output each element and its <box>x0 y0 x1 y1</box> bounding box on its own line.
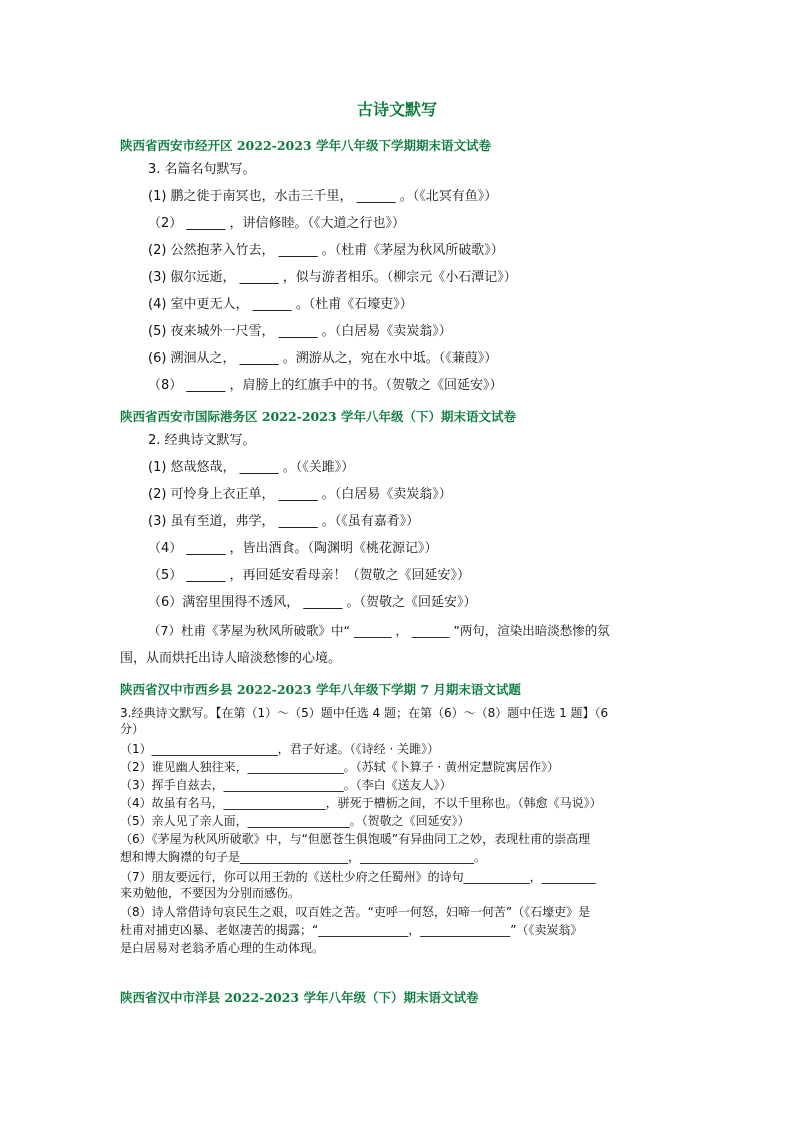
question-line: （1）_____________________，君子好逑。（《诗经 · 关雎》） <box>120 742 440 756</box>
question-line: (1) 悠哉悠哉， ______ 。（《关雎》） <box>148 460 355 475</box>
question-line: （7）杜甫《茅屋为秋风所破歌》中“ ______ ， ______ ”两句，渲染出暗淡愁惨的氛 <box>148 623 610 638</box>
question-line: 围，从而烘托出诗人暗淡愁惨的心境。 <box>120 651 342 666</box>
question-line: （3）挥手自兹去，____________________。（李白《送友人》） <box>120 778 452 792</box>
question-line: (1) 鹏之徙于南冥也，水击三千里， ______ 。（《北冥有鱼》） <box>148 189 498 204</box>
question-line: (4) 室中更无人， ______ 。（杜甫《石壕吏》） <box>148 297 413 312</box>
question-line: (3) 虽有至道，弗学， ______ 。（《虽有嘉肴》） <box>148 514 420 529</box>
question-line: （7）朋友要远行，你可以用王勃的《送杜少府之任蜀州》的诗句___________，_________ <box>120 870 596 884</box>
question-line: （2）谁见幽人独往来，________________。（苏轼《卜算子 · 黄州定慧院寓居作》） <box>120 760 560 774</box>
question-line: 是白居易对老翁矛盾心理的生动体现。 <box>120 941 325 955</box>
section-heading: 陕西省西安市经开区 2022-2023 学年八年级下学期期末语文试卷 <box>120 138 491 153</box>
section-heading: 陕西省西安市国际港务区 2022-2023 学年八年级（下）期末语文试卷 <box>120 409 516 424</box>
question-line: (2) 可怜身上衣正单， ______ 。（白居易《卖炭翁》） <box>148 487 452 502</box>
page-title: 古诗文默写 <box>356 100 437 119</box>
question-line: （6）满窑里围得不透风， ______ 。（贺敬之《回延安》） <box>148 595 477 610</box>
question-line: (6) 溯洄从之， ______ 。溯游从之，宛在水中坻。（《蒹葭》） <box>148 351 498 366</box>
question-line: （4） ______ ，皆出酒食。（陶渊明《桃花源记》） <box>148 541 438 556</box>
section-heading: 陕西省汉中市洋县 2022-2023 学年八年级（下）期末语文试卷 <box>120 990 479 1005</box>
question-line: (5) 夜来城外一尺雪， ______ 。（白居易《卖炭翁》） <box>148 324 452 339</box>
question-line: （6）《茅屋为秋风所破歌》中，与“但愿苍生俱饱暖”有异曲同工之妙，表现杜甫的崇高理 <box>120 832 591 846</box>
question-line: (2) 公然抱茅入竹去， ______ 。（杜甫《茅屋为秋风所破歌》） <box>148 243 504 258</box>
section-heading: 陕西省汉中市西乡县 2022-2023 学年八年级下学期 7 月期末语文试题 <box>120 682 521 697</box>
question-line: 想和博大胸襟的句子是__________________，___________________。 <box>120 850 487 864</box>
question-line: (3) 俶尔远逝， ______ ，似与游者相乐。（柳宗元《小石潭记》） <box>148 270 517 285</box>
question-line: （8） ______ ，肩膀上的红旗手中的书。（贺敬之《回延安》） <box>148 378 503 393</box>
question-line: 分） <box>120 722 145 736</box>
question-line: （2） ______ ，讲信修睦。（《大道之行也》） <box>148 216 406 231</box>
question-line: （8）诗人常借诗句哀民生之艰，叹百姓之苦。“吏呼一何怒，妇啼一何苦”（《石壕吏》是 <box>120 905 591 919</box>
question-line: 3.经典诗文默写。【在第（1）～（5）题中任选 4 题；在第（6）～（8）题中任选 1 题】（6 <box>120 706 609 720</box>
question-line: （5）亲人见了亲人面，_________________。（贺敬之《回延安》） <box>120 814 470 828</box>
question-line: （4）故虽有名马，_________________，骈死于槽枥之间，不以千里称也。（韩愈《马说》） <box>120 796 602 810</box>
question-line: 杜甫对捕吏凶暴、老妪凄苦的揭露；“_______________，_______________”（《卖炭翁》 <box>120 923 583 937</box>
question-line: （5） ______ ，再回延安看母亲！（贺敬之《回延安》） <box>148 568 471 583</box>
question-line: 2. 经典诗文默写。 <box>148 433 256 448</box>
question-line: 3. 名篇名句默写。 <box>148 162 256 177</box>
question-line: 来劝勉他，不要因为分别而感伤。 <box>120 886 301 900</box>
